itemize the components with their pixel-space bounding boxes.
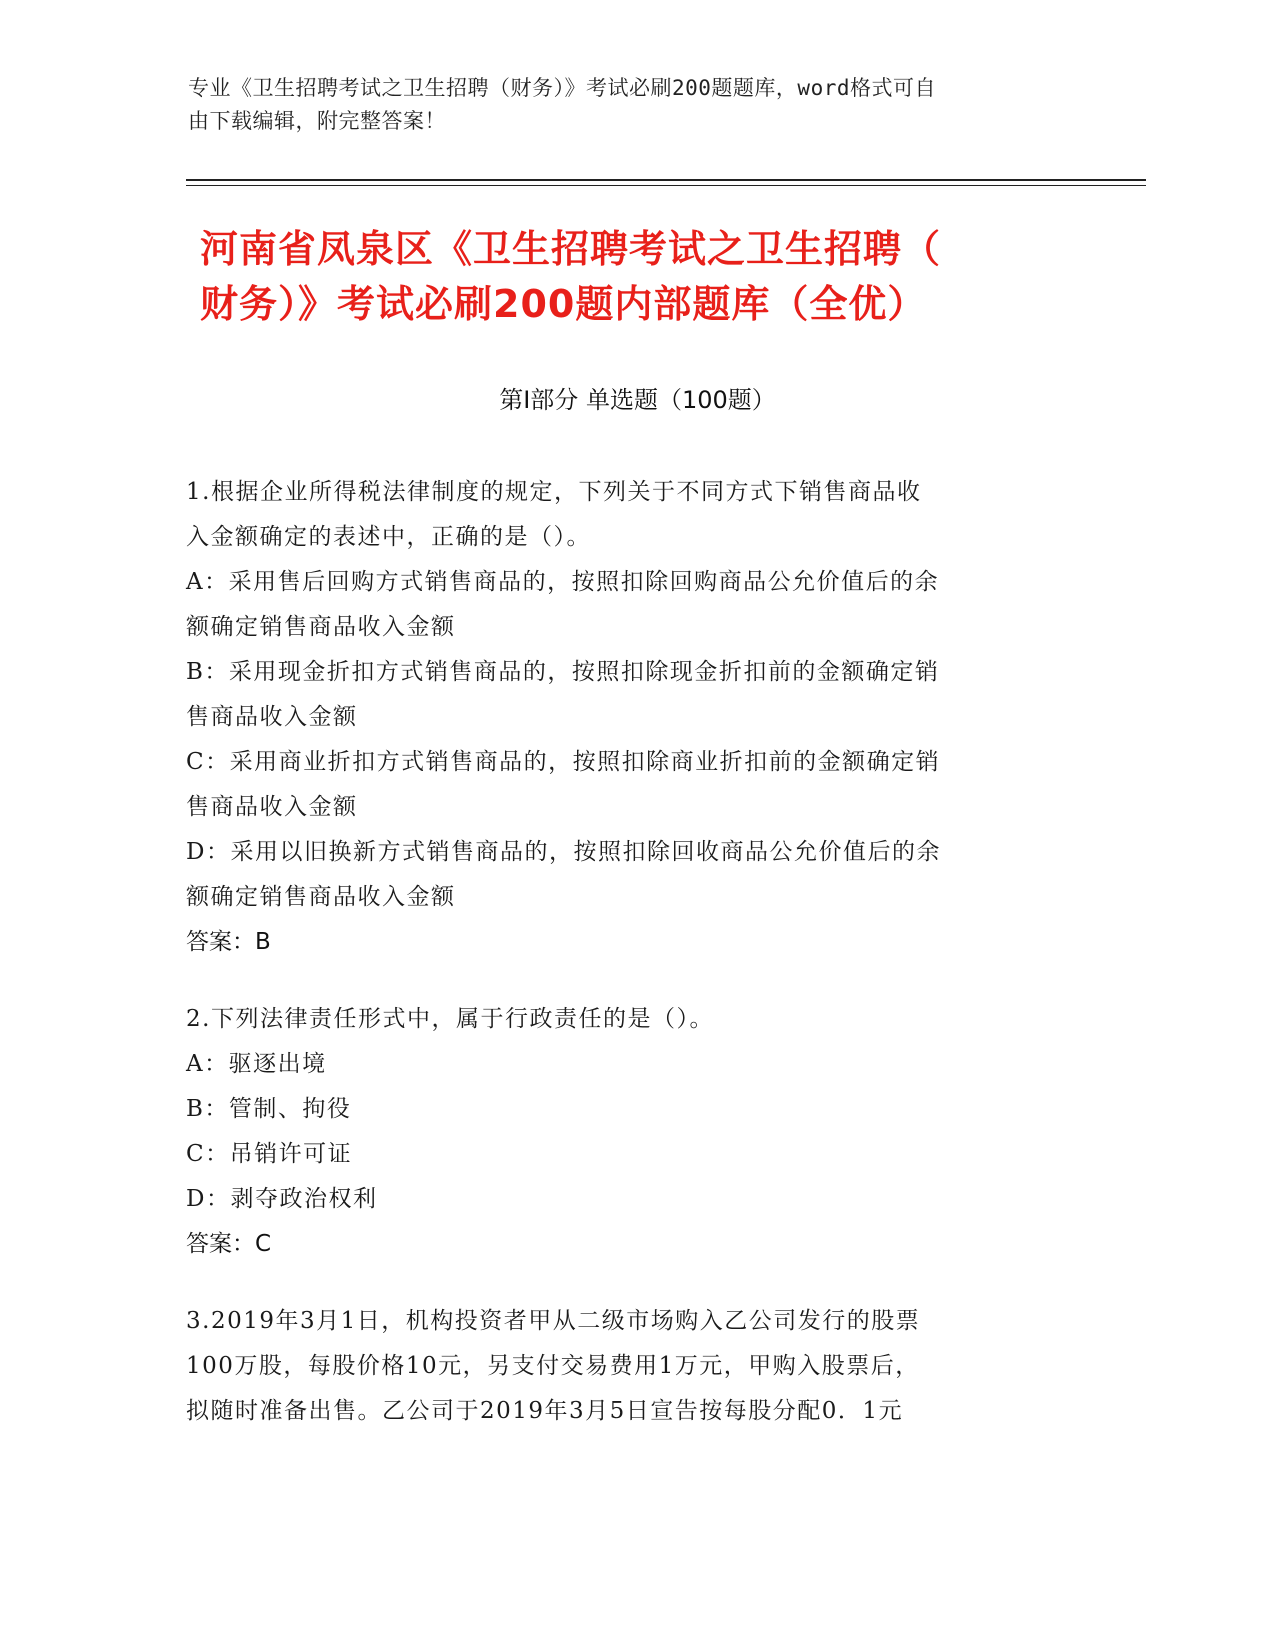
document-title-line-2: 财务）》考试必刷200题内部题库（全优） (200, 282, 927, 326)
answer-label: 答案：B (186, 929, 271, 955)
answer-label: 答案：C (186, 1231, 272, 1257)
option-a-line: A：采用售后回购方式销售商品的，按照扣除回购商品公允价值后的余 (186, 569, 940, 595)
option-c-line: 售商品收入金额 (186, 794, 358, 820)
question-stem-line: 入金额确定的表述中，正确的是（）。 (186, 524, 591, 550)
document-title-line-1: 河南省凤泉区《卫生招聘考试之卫生招聘（ (200, 227, 942, 271)
header-divider-thin (186, 185, 1146, 186)
question-stem-line: 拟随时准备出售。乙公司于2019年3月5日宣告按每股分配0．1元 (186, 1398, 904, 1424)
option-d-line: 额确定销售商品收入金额 (186, 884, 456, 910)
section-heading: 第Ⅰ部分 单选题（100题） (499, 386, 776, 414)
question-list (186, 470, 1066, 1466)
header-note (188, 72, 1088, 138)
document-title (200, 222, 1100, 332)
option-d-line: D：采用以旧换新方式销售商品的，按照扣除回收商品公允价值后的余 (186, 839, 941, 865)
question-stem-line: 3.2019年3月1日，机构投资者甲从二级市场购入乙公司发行的股票 (186, 1308, 921, 1334)
option-b-line: 售商品收入金额 (186, 704, 358, 730)
option-d-line: D：剥夺政治权利 (186, 1186, 378, 1212)
option-a-line: 额确定销售商品收入金额 (186, 614, 456, 640)
header-note-line-1: 专业《卫生招聘考试之卫生招聘（财务）》考试必刷200题题库，word格式可自 (188, 76, 936, 100)
header-divider-thick (186, 179, 1146, 181)
option-b-line: B：管制、拘役 (186, 1096, 352, 1122)
option-a-line: A：驱逐出境 (186, 1051, 327, 1077)
question-1 (186, 470, 1066, 965)
question-2 (186, 997, 1066, 1267)
option-c-line: C：吊销许可证 (186, 1141, 353, 1167)
question-stem-line: 100万股，每股价格10元，另支付交易费用1万元，甲购入股票后， (186, 1353, 920, 1379)
question-3 (186, 1299, 1066, 1434)
option-c-line: C：采用商业折扣方式销售商品的，按照扣除商业折扣前的金额确定销 (186, 749, 941, 775)
header-note-line-2: 由下载编辑，附完整答案！ (188, 109, 446, 133)
question-stem-line: 1.根据企业所得税法律制度的规定，下列关于不同方式下销售商品收 (186, 479, 922, 505)
question-stem-line: 2.下列法律责任形式中，属于行政责任的是（）。 (186, 1006, 714, 1032)
option-b-line: B：采用现金折扣方式销售商品的，按照扣除现金折扣前的金额确定销 (186, 659, 940, 685)
